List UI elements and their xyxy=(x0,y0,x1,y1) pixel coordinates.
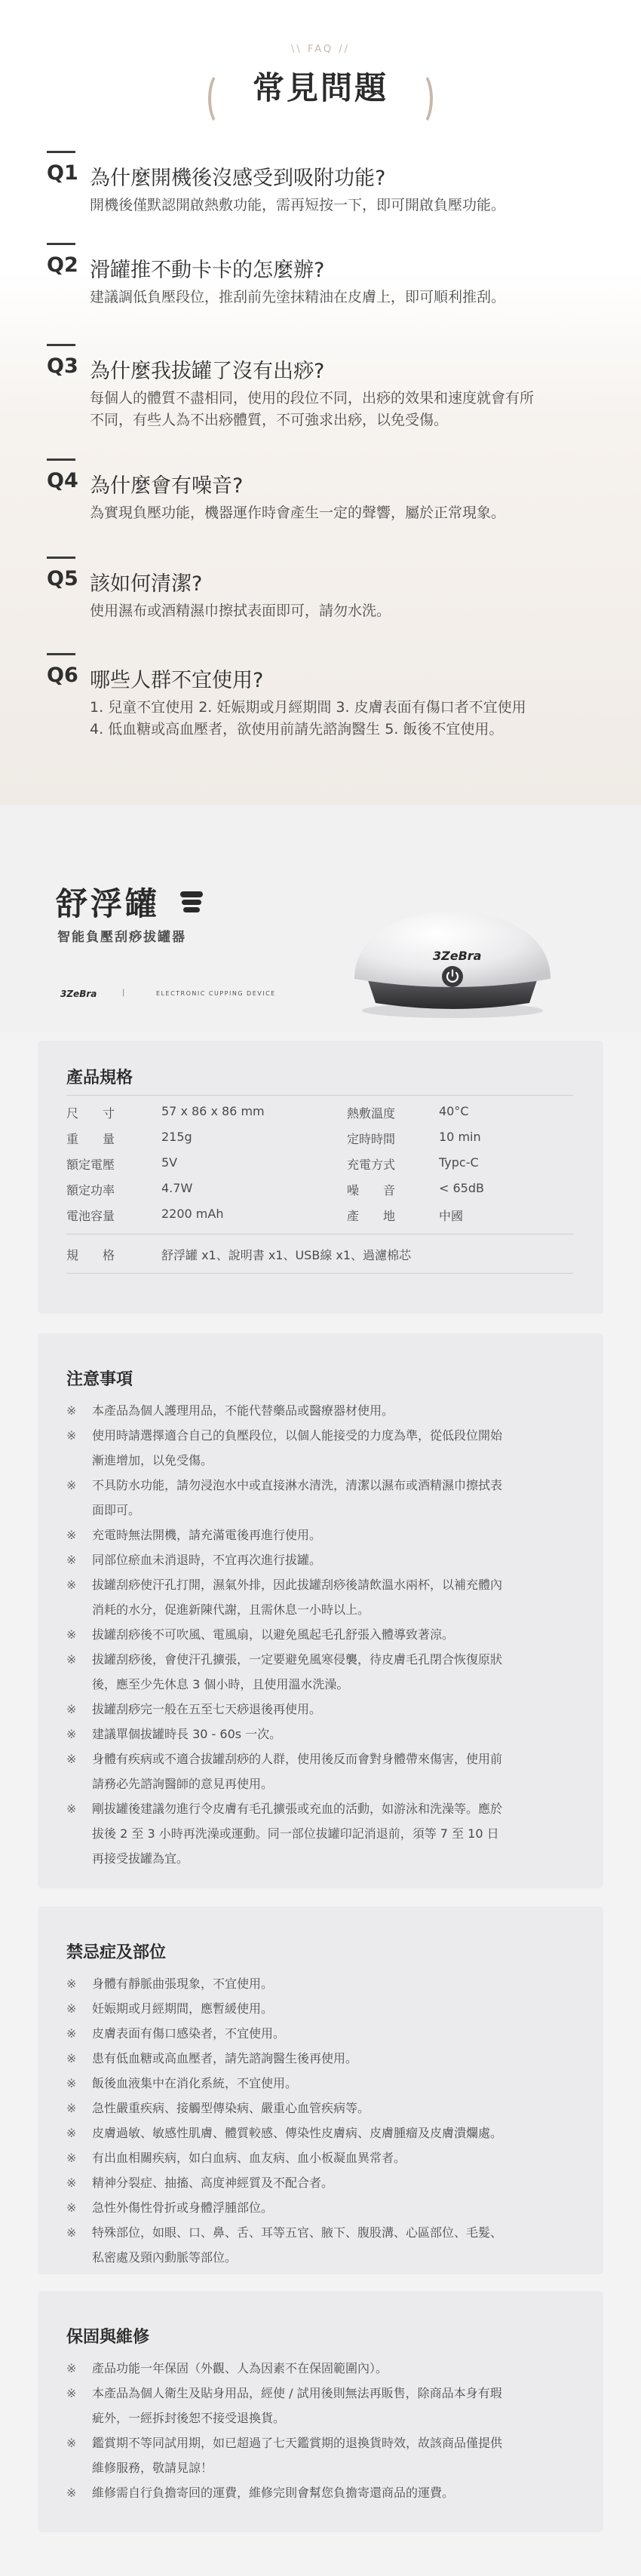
faq-number: Q4 xyxy=(47,469,78,492)
faq-section xyxy=(0,0,641,805)
note-mark: ※ xyxy=(66,1627,77,1642)
list-item: ※ 產品功能一年保固（外觀、人為因素不在保固範圍內）。 xyxy=(66,2356,582,2381)
list-item: ※ 拔罐刮痧後不可吹風、電風扇，以避免風起毛孔舒張入體導致著涼。 xyxy=(66,1622,582,1647)
note-mark: ※ xyxy=(66,1578,77,1592)
list-item: ※ 拔罐刮痧使汗孔打開，濕氣外排，因此拔罐刮痧後請飲溫水兩杯，以補充體內 消耗的水分，促進新陳代謝，且需休息一小時以上。 xyxy=(66,1572,582,1622)
list-item: ※ 拔罐刮痧完一般在五至七天痧退後再使用。 xyxy=(66,1697,582,1722)
note-mark: ※ xyxy=(66,1428,77,1443)
faq-question: 為什麼開機後沒感受到吸附功能? xyxy=(90,167,386,190)
faq-number: Q2 xyxy=(47,253,78,277)
brand-tagline: ELECTRONIC CUPPING DEVICE xyxy=(156,990,276,997)
faq-answer: 1. 兒童不宜使用 2. 妊娠期或月經期間 3. 皮膚表面有傷口者不宜使用 4. 低血糖或高血壓者，欲使用前請先諮詢醫生 5. 飯後不宜使用。 xyxy=(90,699,526,738)
list-item: ※ 急性外傷性骨折或身體浮腫部位。 xyxy=(66,2195,582,2220)
note-mark: ※ xyxy=(66,1553,77,1567)
list-item: ※ 建議單個拔罐時長 30 - 60s 一次。 xyxy=(66,1722,582,1746)
list-item: ※ 患有低血糖或高血壓者，請先諮詢醫生後再使用。 xyxy=(66,2046,582,2071)
contraindications-card xyxy=(38,1906,603,2274)
note-mark: ※ xyxy=(66,2151,77,2165)
list-item: ※ 特殊部位，如眼、口、鼻、舌、耳等五官、腋下、腹股溝、心區部位、毛髮、 私密處及頸內動脈等部位。 xyxy=(66,2220,582,2270)
note-mark: ※ xyxy=(66,2225,77,2240)
list-item: ※ 皮膚過敏、敏感性肌膚、體質較感、傳染性皮膚病、皮膚腫瘤及皮膚潰爛處。 xyxy=(66,2121,582,2145)
note-mark: ※ xyxy=(66,2486,77,2500)
list-item: ※ 急性嚴重疾病、接觸型傳染病、嚴重心血管疾病等。 xyxy=(66,2096,582,2121)
spec-label: 額定電壓 xyxy=(66,1158,115,1172)
list-item: ※ 妊娠期或月經期間，應暫緩使用。 xyxy=(66,1996,582,2021)
faq-question: 該如何清潔? xyxy=(90,572,203,596)
device-brand-label: 3ZeBra xyxy=(433,949,482,963)
faq-answer: 使用濕布或酒精濕巾擦拭表面即可，請勿水洗。 xyxy=(90,603,391,619)
list-item: ※ 拔罐刮痧後，會使汗孔擴張，一定要避免風寒侵襲，待皮膚毛孔閉合恢復原狀 後，應至少先休息 3 個小時，且使用溫水洗澡。 xyxy=(66,1647,582,1697)
notes-title: 注意事項 xyxy=(66,1370,133,1389)
list-item: ※ 維修需自行負擔寄回的運費，維修完則會幫您負擔寄還商品的運費。 xyxy=(66,2480,582,2505)
product-section xyxy=(0,805,641,2576)
spec-label: 額定功率 xyxy=(66,1183,115,1198)
faq-number: Q3 xyxy=(47,354,78,378)
note-mark: ※ xyxy=(66,2026,77,2041)
note-mark: ※ xyxy=(66,1702,77,1716)
stacked-lines-icon xyxy=(179,888,204,925)
note-mark: ※ xyxy=(66,2386,77,2400)
spec-value: 40°C xyxy=(439,1104,469,1118)
note-mark: ※ xyxy=(66,1403,77,1418)
spec-label: 噪 音 xyxy=(347,1183,396,1198)
note-mark: ※ xyxy=(66,2361,77,2375)
note-mark: ※ xyxy=(66,2200,77,2215)
list-item: ※ 身體有疾病或不適合拔罐刮痧的人群，使用後反而會對身體帶來傷害，使用前 請務必先諮詢醫師的意見再使用。 xyxy=(66,1746,582,1796)
list-item: ※ 鑑賞期不等同試用期，如已超過了七天鑑賞期的退換貨時效，故該商品僅提供 維修服務，敬請見諒！ xyxy=(66,2430,582,2480)
faq-answer: 建議調低負壓段位，推刮前先塗抹精油在皮膚上，即可順利推刮。 xyxy=(90,289,506,305)
list-item: ※ 精神分裂症、抽搐、高度神經質及不配合者。 xyxy=(66,2170,582,2195)
product-subtitle: 智能負壓刮痧拔罐器 xyxy=(57,930,186,945)
spec-value: < 65dB xyxy=(439,1181,484,1195)
list-item: ※ 本產品為個人護理用品，不能代替藥品或醫療器材使用。 xyxy=(66,1398,582,1423)
faq-answer: 每個人的體質不盡相同，使用的段位不同，出痧的效果和速度就會有所 不同，有些人為不出痧體質，不可強求出痧，以免受傷。 xyxy=(90,390,535,428)
spec-value: 中國 xyxy=(439,1209,464,1223)
list-item: ※ 有出血相關疾病，如白血病、血友病、血小板凝血異常者。 xyxy=(66,2145,582,2170)
note-mark: ※ xyxy=(66,1652,77,1667)
notes-card xyxy=(38,1333,603,1888)
spec-label: 電池容量 xyxy=(66,1209,115,1223)
list-item: ※ 同部位瘀血未消退時，不宜再次進行拔罐。 xyxy=(66,1547,582,1572)
spec-value: 57 x 86 x 86 mm xyxy=(161,1104,265,1118)
faq-question: 為什麼會有噪音? xyxy=(90,474,244,498)
specs-divider xyxy=(66,1095,573,1096)
note-mark: ※ xyxy=(66,2051,77,2065)
spec-value: 215g xyxy=(161,1130,192,1144)
note-mark: ※ xyxy=(66,1752,77,1766)
note-mark: ※ xyxy=(66,1727,77,1741)
faq-title: 常見問題 xyxy=(252,69,388,106)
spec-value: Typc-C xyxy=(439,1155,479,1170)
spec-value: 4.7W xyxy=(161,1181,193,1195)
note-mark: ※ xyxy=(66,2436,77,2450)
list-item: ※ 充電時無法開機，請充滿電後再進行使用。 xyxy=(66,1523,582,1547)
faq-eyebrow: \\ FAQ // xyxy=(291,44,350,55)
product-name: 舒浮罐 xyxy=(56,879,204,925)
note-mark: ※ xyxy=(66,1528,77,1542)
list-item: ※ 飯後血液集中在消化系統，不宜使用。 xyxy=(66,2071,582,2096)
faq-answer: 開機後僅默認開啟熱敷功能，需再短按一下，即可開啟負壓功能。 xyxy=(90,197,506,213)
note-mark: ※ xyxy=(66,2001,77,2016)
note-mark: ※ xyxy=(66,1802,77,1816)
faq-question: 為什麼我拔罐了沒有出痧? xyxy=(90,360,325,383)
list-item: ※ 使用時請選擇適合自己的負壓段位，以個人能接受的力度為準，從低段位開始 漸進增加，以免受傷。 xyxy=(66,1423,582,1473)
specs-title: 產品規格 xyxy=(66,1069,133,1087)
product-image xyxy=(332,836,573,1024)
spec-label: 重 量 xyxy=(66,1132,115,1146)
spec-label: 定時時間 xyxy=(347,1132,396,1146)
note-mark: ※ xyxy=(66,2176,77,2190)
product-hero xyxy=(0,805,641,1032)
note-mark: ※ xyxy=(66,1478,77,1492)
faq-question: 滑罐推不動卡卡的怎麼辦? xyxy=(90,259,325,282)
list-item: ※ 剛拔罐後建議勿進行令皮膚有毛孔擴張或充血的活動，如游泳和洗澡等。應於 拔後 2 至 3 小時再洗澡或運動。同一部位拔罐印記消退前，須等 7 至 10 日 再接受拔罐為宜。 xyxy=(66,1796,582,1871)
spec-value: 2200 mAh xyxy=(161,1207,224,1221)
faq-question: 哪些人群不宜使用? xyxy=(90,669,264,692)
spec-value: 5V xyxy=(161,1155,178,1170)
note-mark: ※ xyxy=(66,2101,77,2115)
list-item: ※ 本產品為個人衛生及貼身用品，經使 / 試用後則無法再販售，除商品本身有瑕 疵外，一經拆封後恕不接受退換貨。 xyxy=(66,2381,582,2430)
list-item: ※ 不具防水功能，請勿浸泡水中或直接淋水清洗，清潔以濕布或酒精濕巾擦拭表 面即可。 xyxy=(66,1473,582,1523)
faq-number: Q1 xyxy=(47,161,78,185)
specs-divider xyxy=(66,1273,573,1274)
list-item: ※ 身體有靜脈曲張現象，不宜使用。 xyxy=(66,1971,582,1996)
faq-number: Q6 xyxy=(47,664,78,687)
note-mark: ※ xyxy=(66,1976,77,1991)
warranty-title: 保固與維修 xyxy=(66,2328,150,2347)
faq-answer: 為實現負壓功能，機器運作時會產生一定的聲響，屬於正常現象。 xyxy=(90,504,506,521)
faq-number: Q5 xyxy=(47,567,78,590)
note-mark: ※ xyxy=(66,2126,77,2140)
spec-value: 舒浮罐 x1、說明書 x1、USB線 x1、過濾棉芯 xyxy=(161,1248,412,1262)
spec-label: 尺 寸 xyxy=(66,1106,115,1121)
contraindications-title: 禁忌症及部位 xyxy=(66,1943,167,1962)
power-icon xyxy=(441,965,464,988)
list-item: ※ 皮膚表面有傷口感染者，不宜使用。 xyxy=(66,2021,582,2046)
note-mark: ※ xyxy=(66,2076,77,2090)
brand-divider: | xyxy=(122,989,125,997)
spec-label: 熱敷溫度 xyxy=(347,1106,396,1121)
brand-logo: 3ZeBra xyxy=(60,989,97,999)
specs-card xyxy=(38,1041,603,1314)
spec-value: 10 min xyxy=(439,1130,481,1144)
spec-label: 充電方式 xyxy=(347,1158,396,1172)
faq-heading xyxy=(0,63,641,113)
spec-label: 產 地 xyxy=(347,1209,396,1223)
warranty-card xyxy=(38,2291,603,2532)
spec-label: 規 格 xyxy=(66,1248,115,1262)
